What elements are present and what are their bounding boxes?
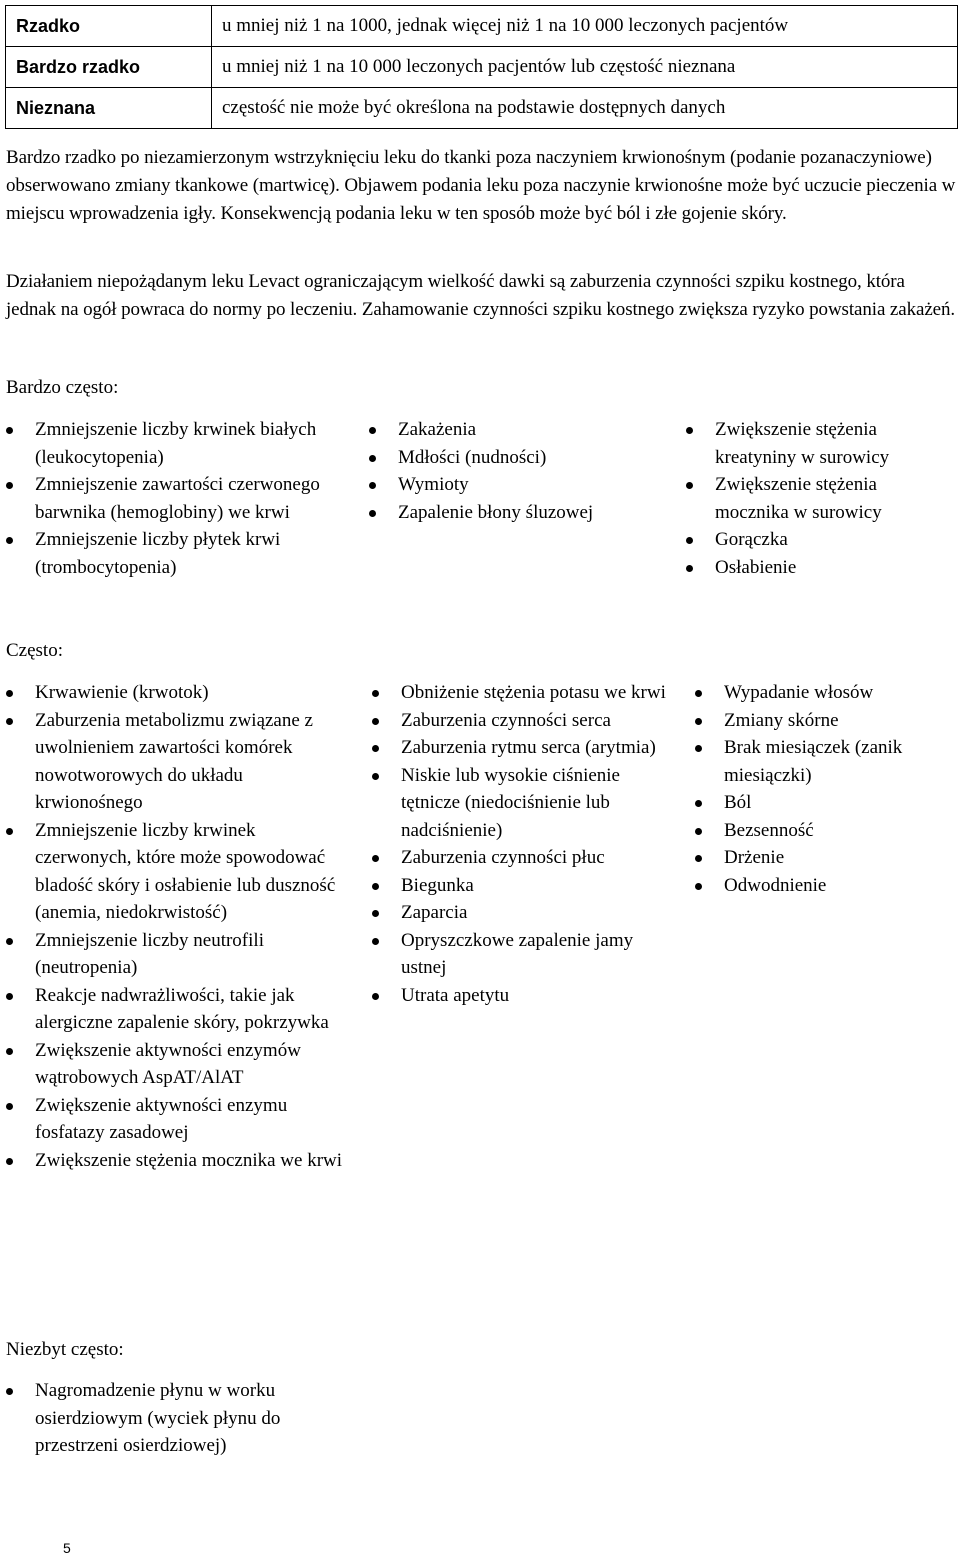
- list-item-text: Zaparcia: [401, 902, 468, 923]
- list-item-text: Drżenie: [724, 847, 785, 868]
- list-item: [715, 471, 955, 526]
- list-item-text: Reakcje nadwrażliwości, takie jak alergiczne zapalenie skóry, pokrzywka: [35, 984, 329, 1033]
- list-item-text: Zmniejszenie liczby krwinek białych (leukocytopenia): [35, 419, 317, 468]
- list-item-text: Zwiększenie stężenia mocznika we krwi: [35, 1149, 343, 1171]
- list-common-col3: [724, 679, 956, 899]
- bullet-icon: [6, 427, 13, 434]
- list-item: [35, 1037, 353, 1092]
- bullet-icon: [372, 745, 379, 752]
- list-item-text: Mdłości (nudności): [398, 446, 547, 468]
- list-item: [398, 499, 668, 527]
- list-item: [724, 679, 956, 707]
- list-item-text: Zmiany skórne: [724, 709, 839, 731]
- list-item: [401, 899, 671, 927]
- bullet-icon: [369, 482, 376, 489]
- bullet-icon: [372, 883, 379, 890]
- list-item: [401, 927, 671, 982]
- section-heading-common: Często:: [6, 640, 63, 661]
- bullet-icon: [6, 938, 13, 945]
- table-row: [6, 6, 958, 47]
- list-item: [724, 734, 956, 789]
- list-item: [724, 707, 956, 735]
- list-item: [715, 554, 955, 582]
- list-item-text: Zaburzenia rytmu serca (arytmia): [401, 737, 656, 758]
- list-item: [35, 526, 325, 581]
- list-item-text: Zwiększenie stężenia mocznika w surowicy: [715, 474, 882, 523]
- bullet-icon: [372, 910, 379, 917]
- bullet-icon: [372, 938, 379, 945]
- bullet-icon: [695, 883, 702, 890]
- list-item-text: Bezsenność: [724, 819, 814, 841]
- bullet-icon: [372, 993, 379, 1000]
- list-item-text: Zmniejszenie liczby neutrofili (neutropenia): [35, 929, 264, 978]
- section-heading-uncommon: Niezbyt często:: [6, 1339, 124, 1360]
- list-item-text: Ból: [724, 792, 752, 813]
- list-item-text: Zmniejszenie zawartości czerwonego barwnika (hemoglobiny) we krwi: [35, 474, 320, 523]
- bullet-icon: [6, 537, 13, 544]
- list-item: [401, 707, 671, 735]
- list-item: [35, 416, 325, 471]
- bullet-icon: [372, 690, 379, 697]
- frequency-label: Rzadko: [6, 6, 212, 47]
- list-item-text: Zaburzenia metabolizmu związane z uwolnieniem zawartości komórek nowotworowych do układu krwionośnego: [35, 709, 313, 813]
- paragraph-bone-marrow: Działaniem niepożądanym leku Levact ograniczającym wielkość dawki są zaburzenia czynności szpiku kostnego, która jednak na ogół powraca do normy po leczeniu. Zahamowanie czynności szpiku kostnego zwiększa ryzyko powstania zakażeń.: [6, 271, 956, 320]
- list-item: [398, 416, 668, 444]
- bullet-icon: [686, 427, 693, 434]
- list-item: [35, 471, 325, 526]
- page-number: 5: [63, 1540, 71, 1556]
- bullet-icon: [372, 773, 379, 780]
- list-item: [724, 789, 956, 817]
- list-item-text: Brak miesiączek (zanik miesiączki): [724, 737, 903, 786]
- list-item-text: Nagromadzenie płynu w worku osierdziowym (wyciek płynu do przestrzeni osierdziowej): [35, 1380, 281, 1456]
- bullet-icon: [372, 718, 379, 725]
- bullet-icon: [686, 537, 693, 544]
- bullet-icon: [686, 482, 693, 489]
- bullet-icon: [6, 1048, 13, 1055]
- bullet-icon: [372, 855, 379, 862]
- list-very-common-col1: [35, 416, 325, 581]
- list-item-text: Niskie lub wysokie ciśnienie tętnicze (niedociśnienie lub nadciśnienie): [401, 764, 620, 841]
- list-item: [401, 734, 671, 762]
- list-item-text: Wypadanie włosów: [724, 682, 874, 703]
- list-item: [401, 679, 671, 707]
- list-common-col1: [35, 679, 353, 1174]
- list-item-text: Biegunka: [401, 874, 474, 896]
- list-item-text: Utrata apetytu: [401, 984, 510, 1006]
- list-uncommon-col1: [35, 1377, 353, 1460]
- bullet-icon: [695, 855, 702, 862]
- section-heading-very-common: Bardzo często:: [6, 377, 119, 398]
- list-item: [715, 416, 955, 471]
- list-item-text: Osłabienie: [715, 556, 797, 578]
- list-item: [35, 1377, 353, 1460]
- frequency-description: u mniej niż 1 na 1000, jednak więcej niż 1 na 10 000 leczonych pacjentów: [212, 6, 958, 47]
- list-item-text: Zaburzenia czynności płuc: [401, 847, 605, 868]
- list-item-text: Odwodnienie: [724, 874, 827, 896]
- list-item: [35, 927, 353, 982]
- bullet-icon: [695, 718, 702, 725]
- bullet-icon: [6, 718, 13, 725]
- bullet-icon: [6, 993, 13, 1000]
- frequency-description: częstość nie może być określona na podstawie dostępnych danych: [212, 88, 958, 129]
- list-item: [35, 679, 353, 707]
- table-row: [6, 88, 958, 129]
- list-item-text: Zwiększenie aktywności enzymów wątrobowych AspAT/AlAT: [35, 1039, 301, 1088]
- table-row: [6, 47, 958, 88]
- list-item-text: Zakażenia: [398, 419, 477, 440]
- list-item: [35, 707, 353, 817]
- bullet-icon: [6, 828, 13, 835]
- list-item-text: Krwawienie (krwotok): [35, 682, 209, 703]
- bullet-icon: [6, 690, 13, 697]
- list-very-common-col2: [398, 416, 668, 526]
- list-item: [398, 471, 668, 499]
- frequency-label: Bardzo rzadko: [6, 47, 212, 88]
- list-item: [724, 872, 956, 900]
- list-item: [401, 872, 671, 900]
- bullet-icon: [369, 427, 376, 434]
- list-item-text: Zapalenie błony śluzowej: [398, 501, 594, 523]
- bullet-icon: [6, 482, 13, 489]
- frequency-label: Nieznana: [6, 88, 212, 129]
- bullet-icon: [695, 745, 702, 752]
- list-item: [401, 982, 671, 1010]
- bullet-icon: [6, 1158, 13, 1165]
- list-item-text: Zmniejszenie liczby płytek krwi (trombocytopenia): [35, 529, 281, 578]
- list-item: [35, 1147, 353, 1175]
- bullet-icon: [6, 1103, 13, 1110]
- list-item-text: Opryszczkowe zapalenie jamy ustnej: [401, 929, 634, 978]
- bullet-icon: [369, 455, 376, 462]
- list-item-text: Gorączka: [715, 529, 788, 550]
- list-item: [724, 844, 956, 872]
- list-item: [35, 982, 353, 1037]
- bullet-icon: [695, 800, 702, 807]
- list-item: [401, 844, 671, 872]
- list-item-text: Zaburzenia czynności serca: [401, 709, 611, 731]
- list-item: [35, 1092, 353, 1147]
- list-item: [401, 762, 671, 845]
- list-item-text: Zmniejszenie liczby krwinek czerwonych, które może spowodować bladość skóry i osłabienie lub duszność (anemia, niedokrwistość): [35, 819, 336, 923]
- list-item: [715, 526, 955, 554]
- bullet-icon: [6, 1388, 13, 1395]
- list-item-text: Wymioty: [398, 474, 469, 495]
- list-item-text: Zwiększenie aktywności enzymu fosfatazy zasadowej: [35, 1094, 288, 1143]
- list-very-common-col3: [715, 416, 955, 581]
- list-item-text: Obniżenie stężenia potasu we krwi: [401, 682, 666, 703]
- list-item: [724, 817, 956, 845]
- list-item: [398, 444, 668, 472]
- bullet-icon: [369, 510, 376, 517]
- bullet-icon: [695, 690, 702, 697]
- list-item-text: Zwiększenie stężenia kreatyniny w surowicy: [715, 419, 890, 468]
- bullet-icon: [686, 565, 693, 572]
- list-common-col2: [401, 679, 671, 1009]
- frequency-description: u mniej niż 1 na 10 000 leczonych pacjentów lub częstość nieznana: [212, 47, 958, 88]
- paragraph-extravasation: Bardzo rzadko po niezamierzonym wstrzyknięciu leku do tkanki poza naczyniem krwionośnym (podanie pozanaczyniowe) obserwowano zmiany tkankowe (martwicę). Objawem podania leku poza naczynie krwionośne może być uczucie pieczenia w miejscu wprowadzenia igły. Konsekwencją podania leku w ten sposób może być ból i złe gojenie skóry.: [6, 147, 956, 224]
- list-item: [35, 817, 353, 927]
- bullet-icon: [695, 828, 702, 835]
- frequency-table: [5, 5, 958, 129]
